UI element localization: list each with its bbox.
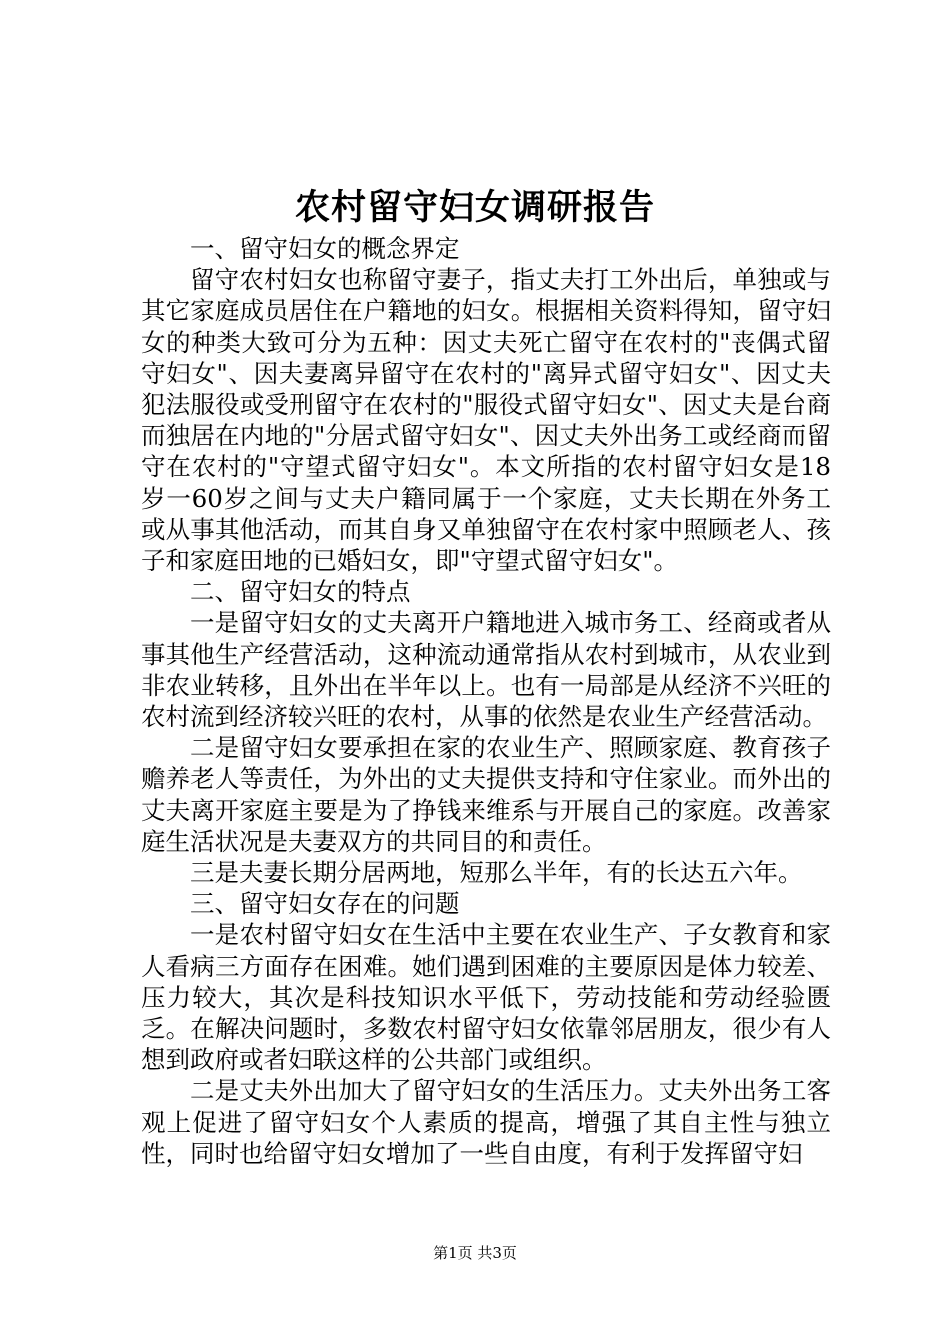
paragraph: 一是农村留守妇女在生活中主要在农业生产、子女教育和家人看病三方面存在困难。她们遇到困难的主要原因是体力较差、压力较大，其次是科技知识水平低下，劳动技能和劳动经验匮乏。在解决问题时，多数农村留守妇女依靠邻居朋友，很少有人想到政府或者妇联这样的公共部门或组织。 <box>141 920 831 1075</box>
page-number: 第1页 共3页 <box>433 1244 517 1262</box>
paragraph: 留守农村妇女也称留守妻子，指丈夫打工外出后，单独或与其它家庭成员居住在户籍地的妇女。根据相关资料得知，留守妇女的种类大致可分为五种：因丈夫死亡留守在农村的"丧偶式留守妇女"、因夫妻离异留守在农村的"离异式留守妇女"、因丈夫犯法服役或受刑留守在农村的"服役式留守妇女"、因丈夫是台商而独居在内地的"分居式留守妇女"、因丈夫外出务工或经商而留守在农村的"守望式留守妇女"。本文所指的农村留守妇女是18岁一60岁之间与丈夫户籍同属于一个家庭，丈夫长期在外务工或从事其他活动，而其自身又单独留守在农村家中照顾老人、孩子和家庭田地的已婚妇女，即"守望式留守妇女"。 <box>141 265 831 576</box>
section-heading: 一、留守妇女的概念界定 <box>190 234 460 263</box>
paragraph: 二是留守妇女要承担在家的农业生产、照顾家庭、教育孩子赡养老人等责任，为外出的丈夫提供支持和守住家业。而外出的丈夫离开家庭主要是为了挣钱来维系与开展自己的家庭。改善家庭生活状况是夫妻双方的共同目的和责任。 <box>141 733 831 856</box>
section-heading: 二、留守妇女的特点 <box>190 577 411 607</box>
paragraph: 二是丈夫外出加大了留守妇女的生活压力。丈夫外出务工客观上促进了留守妇女个人素质的提高，增强了其自主性与独立性，同时也给留守妇女增加了一些自由度，有利于发挥留守妇 <box>141 1076 831 1168</box>
document-title: 农村留守妇女调研报告 <box>294 187 655 228</box>
section-heading: 三、留守妇女存在的问题 <box>190 889 460 919</box>
paragraph: 一是留守妇女的丈夫离开户籍地进入城市务工、经商或者从事其他生产经营活动，这种流动通常指从农村到城市，从农业到非农业转移，且外出在半年以上。也有一局部是从经济不兴旺的农村流到经济较兴旺的农村，从事的依然是农业生产经营活动。 <box>141 608 831 732</box>
document-body <box>141 233 831 1169</box>
paragraph: 三是夫妻长期分居两地，短那么半年，有的长达五六年。 <box>190 858 803 888</box>
